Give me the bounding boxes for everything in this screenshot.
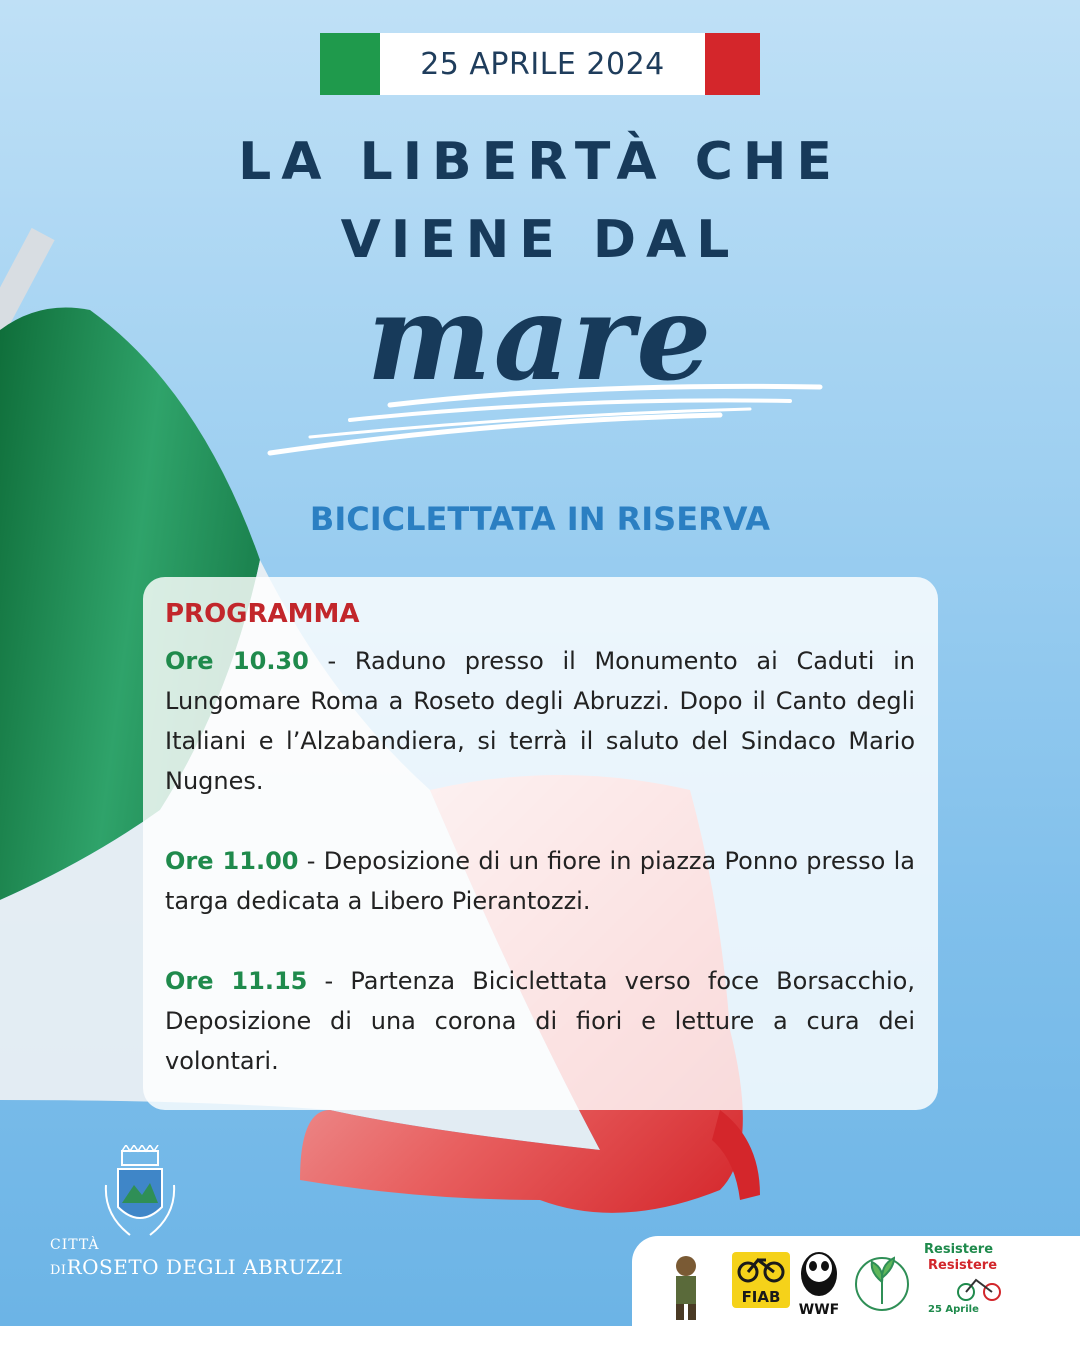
program-time: Ore 11.15 xyxy=(165,967,308,995)
program-item xyxy=(165,841,915,921)
program-text: - Partenza Biciclettata verso foce Borsacchio, Deposizione di una corona di fiori e letture a cura dei volontari. xyxy=(165,967,915,1075)
program-card xyxy=(143,577,938,1110)
brush-underline xyxy=(250,375,830,465)
wwf-label: WWF xyxy=(798,1302,840,1318)
resistere-date: 25 Aprile xyxy=(928,1304,979,1315)
fiab-label: FIAB xyxy=(741,1288,781,1306)
title-line-1: LA LIBERTÀ CHE xyxy=(238,132,842,192)
program-heading: PROGRAMMA xyxy=(165,599,360,629)
iaap-logo-icon xyxy=(852,1244,912,1324)
resistere-title: Resistere xyxy=(924,1242,994,1257)
city-logo xyxy=(48,1145,388,1285)
program-item xyxy=(165,641,915,801)
banner-red-stripe xyxy=(705,33,760,95)
city-name: DIROSETO DEGLI ABRUZZI xyxy=(50,1255,344,1279)
guide-borsacchio-logo-icon xyxy=(662,1244,710,1324)
city-crest-icon xyxy=(100,1145,180,1245)
bicycle-icon xyxy=(732,1252,790,1286)
program-text: - Raduno presso il Monumento ai Caduti in Lungomare Roma a Roseto degli Abruzzi. Dopo il Canto degli Italiani e l’Alzabandiera, si terrà il saluto del Sindaco Mario Nugnes. xyxy=(165,647,915,795)
program-text: - Deposizione di un fiore in piazza Ponno presso la targa dedicata a Libero Pierantozzi. xyxy=(165,847,915,915)
city-label: CITTÀ xyxy=(50,1237,100,1253)
date-banner xyxy=(320,33,760,95)
title-line-2: VIENE DAL xyxy=(340,210,740,270)
program-time: Ore 11.00 xyxy=(165,847,299,875)
resistere-subtitle: Resistere xyxy=(928,1258,998,1273)
program-time: Ore 10.30 xyxy=(165,647,309,675)
program-item xyxy=(165,961,915,1081)
partner-logos xyxy=(632,1236,1080,1326)
subtitle: BICICLETTATA IN RISERVA xyxy=(309,500,771,538)
banner-green-stripe xyxy=(320,33,380,95)
event-date: 25 APRILE 2024 xyxy=(380,33,705,95)
fiab-logo xyxy=(732,1252,790,1308)
title-script-word: mare xyxy=(366,268,714,407)
